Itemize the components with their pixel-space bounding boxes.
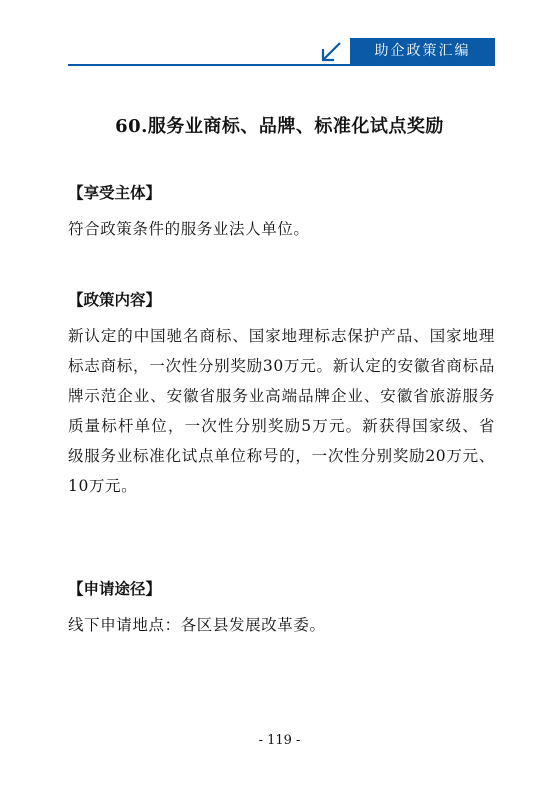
arrow-down-left-icon — [319, 40, 343, 64]
section-heading-content: 【政策内容】 — [68, 291, 162, 309]
section-heading-eligible: 【享受主体】 — [68, 184, 162, 202]
page-number: - 119 - — [258, 733, 301, 748]
section-body-content: 新认定的中国驰名商标、国家地理标志保护产品、国家地理标志商标，一次性分别奖励30万元。新认定的安徽省商标品牌示范企业、安徽省服务业高端品牌企业、安徽省旅游服务质量标杆单位，一次性分别奖励5万元。新获得国家级、省级服务业标准化试点单位称号的，一次性分别奖励20万元、10万元。 — [68, 327, 495, 495]
section-body-eligible: 符合政策条件的服务业法人单位。 — [68, 220, 310, 238]
header-tab-label: 助企政策汇编 — [350, 38, 495, 64]
page-header — [0, 0, 559, 80]
policy-title: 60.服务业商标、品牌、标准化试点奖励 — [115, 116, 444, 137]
section-body-apply: 线下申请地点：各区县发展改革委。 — [68, 616, 326, 634]
section-heading-apply: 【申请途径】 — [68, 580, 162, 598]
header-divider — [68, 64, 495, 66]
